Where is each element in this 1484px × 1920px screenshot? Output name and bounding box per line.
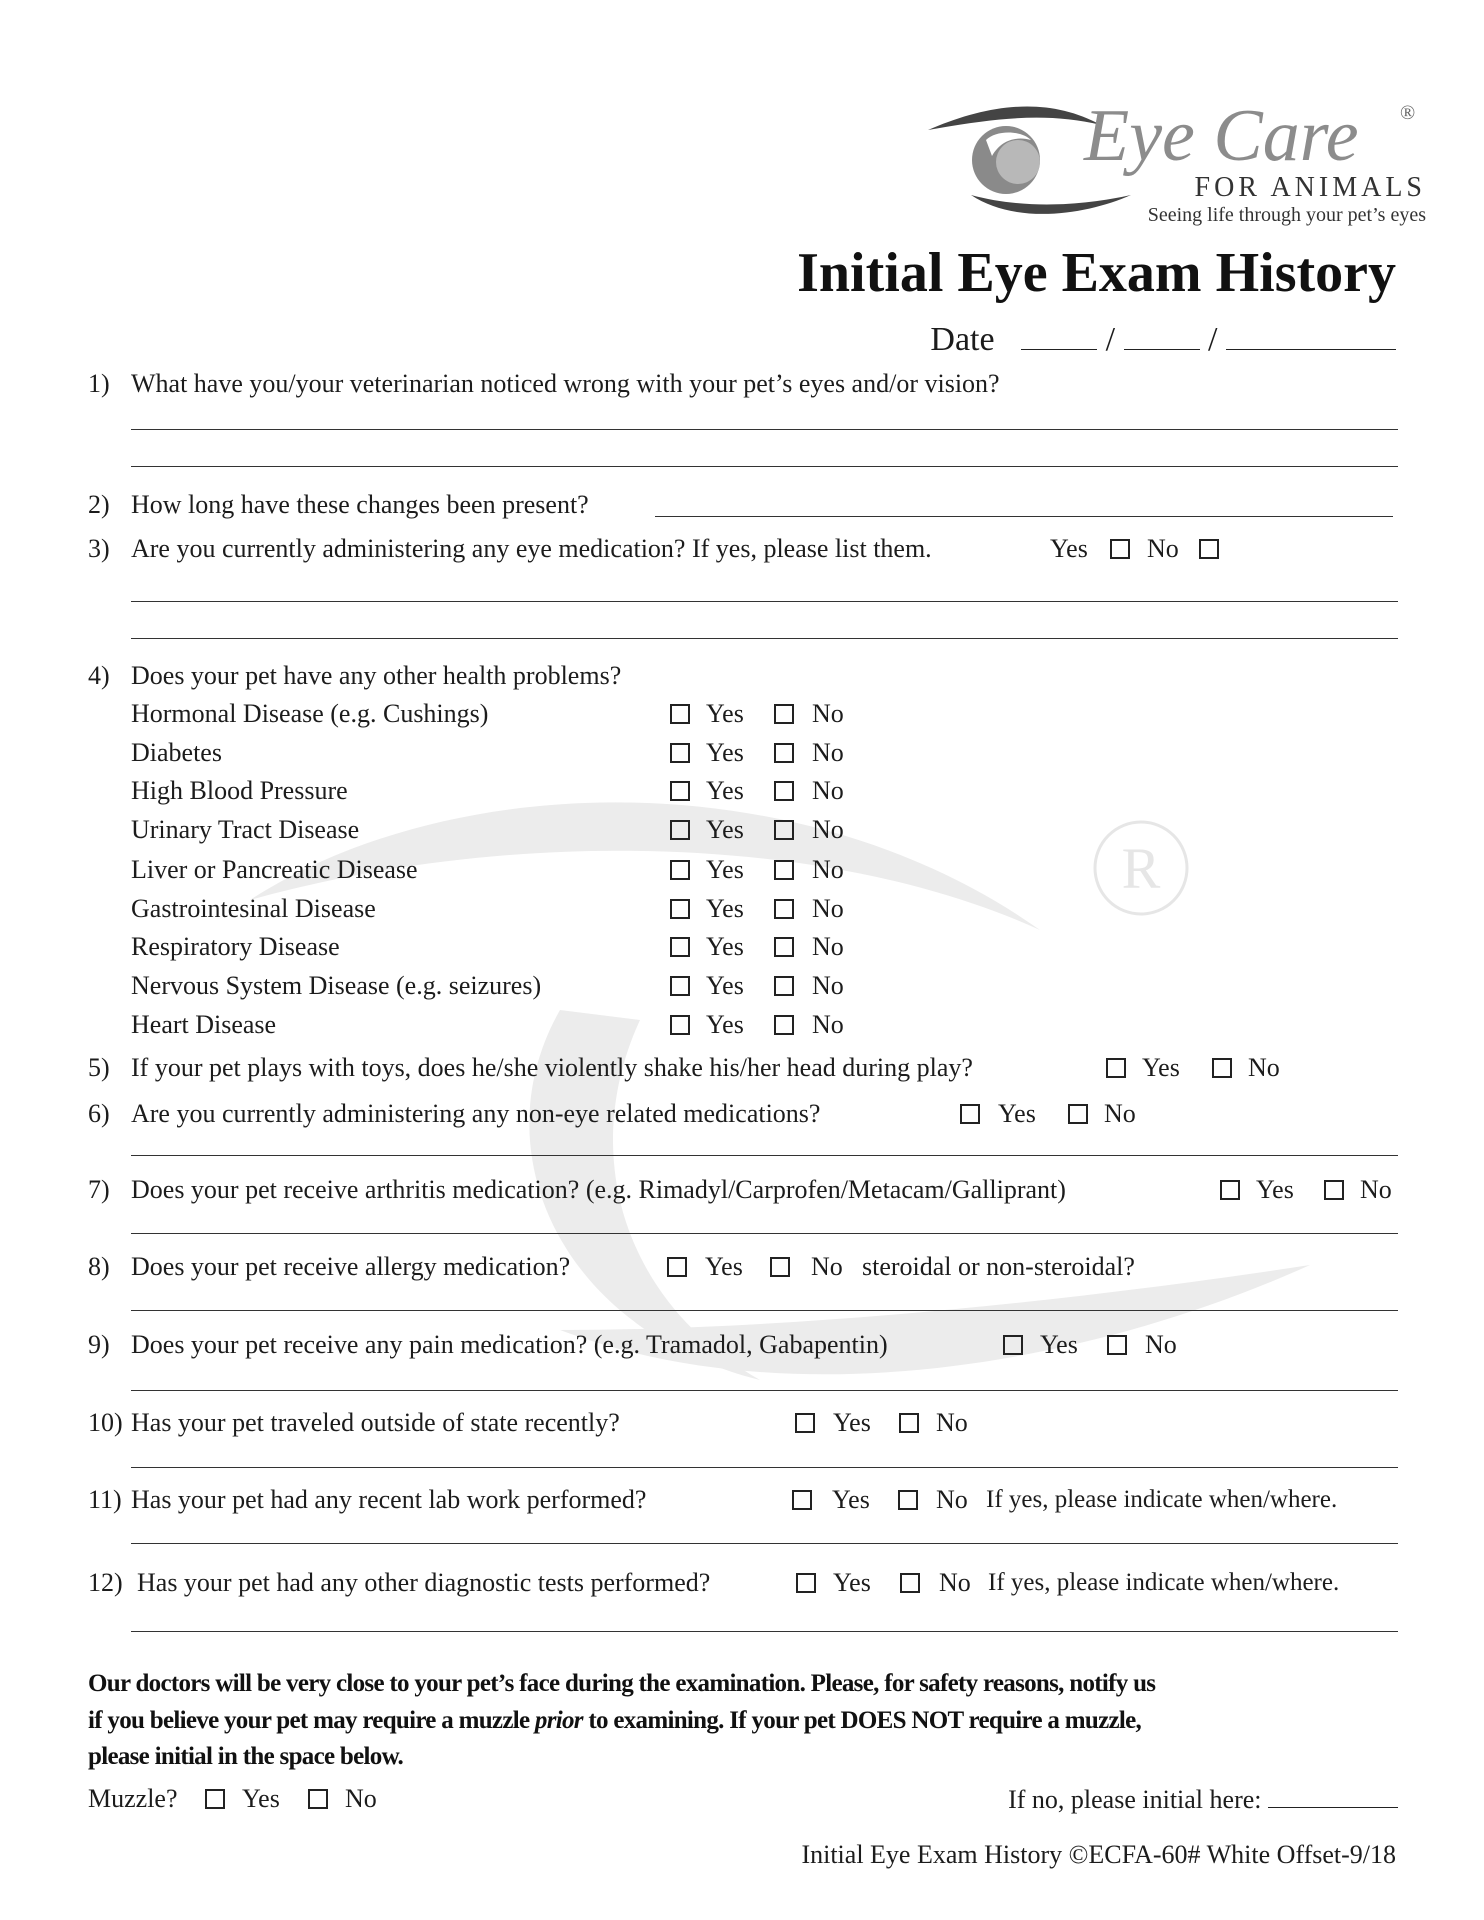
q11-suffix: If yes, please indicate when/where.	[986, 1486, 1338, 1513]
q8-yes-checkbox[interactable]	[667, 1257, 687, 1277]
q2-number: 2)	[88, 490, 110, 519]
q7-number: 7)	[88, 1175, 110, 1204]
q3-yes-label: Yes	[1050, 534, 1088, 563]
no-label: No	[812, 971, 844, 1000]
health-item-label: Gastrointesinal Disease	[131, 894, 376, 923]
q5-text: If your pet plays with toys, does he/she violently shake his/her head during play?	[131, 1053, 973, 1082]
warning-line-3: please initial in the space below.	[88, 1743, 404, 1770]
q12-number: 12)	[88, 1568, 123, 1597]
health-item-label: Hormonal Disease (e.g. Cushings)	[131, 699, 489, 728]
q9-no-label: No	[1145, 1330, 1177, 1359]
q12-suffix: If yes, please indicate when/where.	[988, 1569, 1340, 1596]
yes-label: Yes	[706, 932, 744, 961]
initial-field[interactable]	[1008, 1783, 1398, 1816]
logo-tagline: Seeing life through your pet’s eyes	[1147, 204, 1426, 226]
health-item-label: Heart Disease	[131, 1010, 277, 1039]
warning-emphasis: prior	[534, 1706, 583, 1734]
date-separator: /	[1105, 321, 1116, 358]
health-item-label: Urinary Tract Disease	[131, 815, 360, 844]
date-separator: /	[1208, 321, 1218, 358]
yes-label: Yes	[706, 776, 744, 805]
health-no-checkbox[interactable]	[774, 860, 794, 880]
q3-answer-line[interactable]	[131, 638, 1398, 639]
q6-yes-checkbox[interactable]	[960, 1104, 980, 1124]
q9-yes-label: Yes	[1040, 1330, 1078, 1359]
q10-answer-line[interactable]	[131, 1467, 1398, 1468]
q9-number: 9)	[88, 1330, 110, 1359]
yes-label: Yes	[706, 699, 744, 728]
no-label: No	[812, 699, 844, 728]
date-month-blank[interactable]	[1021, 327, 1097, 350]
muzzle-yes-label: Yes	[242, 1784, 280, 1813]
q6-no-label: No	[1104, 1099, 1136, 1128]
q11-no-label: No	[936, 1485, 968, 1514]
health-no-checkbox[interactable]	[774, 976, 794, 996]
health-yes-checkbox[interactable]	[670, 937, 690, 957]
date-year-blank[interactable]	[1226, 327, 1396, 350]
health-no-checkbox[interactable]	[774, 937, 794, 957]
warning-text: if you believe your pet may require a muzzle	[88, 1706, 535, 1734]
q8-yes-label: Yes	[705, 1252, 743, 1281]
health-no-checkbox[interactable]	[774, 781, 794, 801]
q10-no-checkbox[interactable]	[899, 1413, 919, 1433]
q8-suffix: steroidal or non-steroidal?	[862, 1252, 1135, 1281]
q3-no-label: No	[1147, 534, 1179, 563]
health-yes-checkbox[interactable]	[670, 820, 690, 840]
yes-label: Yes	[706, 855, 744, 884]
q7-answer-line[interactable]	[131, 1233, 1398, 1234]
q9-text: Does your pet receive any pain medication? (e.g. Tramadol, Gabapentin)	[131, 1330, 888, 1359]
q4-number: 4)	[88, 661, 110, 690]
q1-answer-line[interactable]	[131, 466, 1398, 467]
muzzle-label: Muzzle?	[88, 1784, 178, 1813]
q5-number: 5)	[88, 1053, 110, 1082]
health-no-checkbox[interactable]	[774, 743, 794, 763]
q11-text: Has your pet had any recent lab work performed?	[131, 1485, 647, 1514]
q5-no-label: No	[1248, 1053, 1280, 1082]
warning-text: to examining. If your pet DOES NOT require a muzzle,	[582, 1706, 1142, 1734]
q7-yes-checkbox[interactable]	[1220, 1180, 1240, 1200]
health-yes-checkbox[interactable]	[670, 781, 690, 801]
initial-label: If no, please initial here:	[1008, 1785, 1262, 1814]
q10-yes-checkbox[interactable]	[795, 1413, 815, 1433]
q12-no-checkbox[interactable]	[900, 1573, 920, 1593]
no-label: No	[812, 894, 844, 923]
q11-number: 11)	[88, 1485, 122, 1514]
page-title: Initial Eye Exam History	[797, 242, 1396, 304]
yes-label: Yes	[706, 738, 744, 767]
q6-yes-label: Yes	[998, 1099, 1036, 1128]
q3-text: Are you currently administering any eye medication? If yes, please list them.	[131, 534, 932, 563]
q8-answer-line[interactable]	[131, 1310, 1398, 1311]
q12-no-label: No	[939, 1568, 971, 1597]
yes-label: Yes	[706, 971, 744, 1000]
q12-yes-label: Yes	[833, 1568, 871, 1597]
q3-answer-line[interactable]	[131, 601, 1398, 602]
health-no-checkbox[interactable]	[774, 899, 794, 919]
q6-no-checkbox[interactable]	[1068, 1104, 1088, 1124]
q6-answer-line[interactable]	[131, 1155, 1398, 1156]
muzzle-yes-checkbox[interactable]	[205, 1789, 225, 1809]
q10-yes-label: Yes	[833, 1408, 871, 1437]
date-day-blank[interactable]	[1124, 327, 1200, 350]
q11-no-checkbox[interactable]	[898, 1490, 918, 1510]
q3-yes-checkbox[interactable]	[1110, 539, 1130, 559]
health-yes-checkbox[interactable]	[670, 899, 690, 919]
q7-text: Does your pet receive arthritis medication? (e.g. Rimadyl/Carprofen/Metacam/Galliprant)	[131, 1175, 1066, 1204]
q6-number: 6)	[88, 1099, 110, 1128]
muzzle-no-label: No	[345, 1784, 377, 1813]
health-yes-checkbox[interactable]	[670, 743, 690, 763]
q6-text: Are you currently administering any non-eye related medications?	[131, 1099, 821, 1128]
q3-number: 3)	[88, 534, 110, 563]
health-item-label: Nervous System Disease (e.g. seizures)	[131, 971, 542, 1000]
q8-number: 8)	[88, 1252, 110, 1281]
q11-yes-label: Yes	[832, 1485, 870, 1514]
q9-yes-checkbox[interactable]	[1003, 1335, 1023, 1355]
health-yes-checkbox[interactable]	[670, 704, 690, 724]
q7-no-checkbox[interactable]	[1324, 1180, 1344, 1200]
health-no-checkbox[interactable]	[774, 820, 794, 840]
health-item-label: Diabetes	[131, 738, 222, 767]
health-yes-checkbox[interactable]	[670, 1015, 690, 1035]
q8-text: Does your pet receive allergy medication?	[131, 1252, 571, 1281]
q4-text: Does your pet have any other health problems?	[131, 661, 622, 690]
svg-text:R: R	[1121, 836, 1161, 901]
health-item-label: Liver or Pancreatic Disease	[131, 855, 418, 884]
no-label: No	[812, 1010, 844, 1039]
q12-text: Has your pet had any other diagnostic tests performed?	[137, 1568, 711, 1597]
q5-yes-label: Yes	[1142, 1053, 1180, 1082]
footer-form-id: Initial Eye Exam History ©ECFA-60# White Offset-9/18	[801, 1840, 1396, 1869]
warning-line-1: Our doctors will be very close to your pet’s face during the examination. Please, for safety reasons, notify us	[88, 1670, 1156, 1697]
q5-yes-checkbox[interactable]	[1106, 1058, 1126, 1078]
q9-answer-line[interactable]	[131, 1390, 1398, 1391]
no-label: No	[812, 932, 844, 961]
q11-yes-checkbox[interactable]	[792, 1490, 812, 1510]
q1-answer-line[interactable]	[131, 429, 1398, 430]
q5-no-checkbox[interactable]	[1212, 1058, 1232, 1078]
health-yes-checkbox[interactable]	[670, 976, 690, 996]
warning-line-2	[88, 1703, 1155, 1740]
q1-text: What have you/your veterinarian noticed wrong with your pet’s eyes and/or vision?	[131, 369, 1000, 398]
q9-no-checkbox[interactable]	[1107, 1335, 1127, 1355]
yes-label: Yes	[706, 815, 744, 844]
q12-yes-checkbox[interactable]	[796, 1573, 816, 1593]
q2-answer-line[interactable]	[655, 516, 1393, 517]
yes-label: Yes	[706, 1010, 744, 1039]
q1-number: 1)	[88, 369, 110, 398]
muzzle-warning	[88, 1666, 1155, 1776]
logo-sub: FOR ANIMALS	[1194, 172, 1426, 203]
q3-no-checkbox[interactable]	[1199, 539, 1219, 559]
no-label: No	[812, 815, 844, 844]
date-field[interactable]	[930, 320, 1396, 360]
q12-answer-line[interactable]	[131, 1631, 1398, 1632]
q10-text: Has your pet traveled outside of state recently?	[131, 1408, 620, 1437]
health-no-checkbox[interactable]	[774, 1015, 794, 1035]
health-item-label: Respiratory Disease	[131, 932, 340, 961]
q10-no-label: No	[936, 1408, 968, 1437]
no-label: No	[812, 776, 844, 805]
q8-no-label: No	[811, 1252, 843, 1281]
health-yes-checkbox[interactable]	[670, 860, 690, 880]
logo	[926, 96, 1426, 236]
q11-answer-line[interactable]	[131, 1543, 1398, 1544]
no-label: No	[812, 855, 844, 884]
health-no-checkbox[interactable]	[774, 704, 794, 724]
q8-no-checkbox[interactable]	[770, 1257, 790, 1277]
yes-label: Yes	[706, 894, 744, 923]
q10-number: 10)	[88, 1408, 123, 1437]
date-label: Date	[930, 321, 995, 358]
q7-no-label: No	[1360, 1175, 1392, 1204]
no-label: No	[812, 738, 844, 767]
initial-blank[interactable]	[1268, 1783, 1398, 1808]
q7-yes-label: Yes	[1256, 1175, 1294, 1204]
logo-brand: Eye Care	[1084, 95, 1359, 177]
health-item-label: High Blood Pressure	[131, 776, 348, 805]
logo-registered: ®	[1400, 102, 1416, 124]
muzzle-no-checkbox[interactable]	[308, 1789, 328, 1809]
q2-text: How long have these changes been present?	[131, 490, 589, 519]
